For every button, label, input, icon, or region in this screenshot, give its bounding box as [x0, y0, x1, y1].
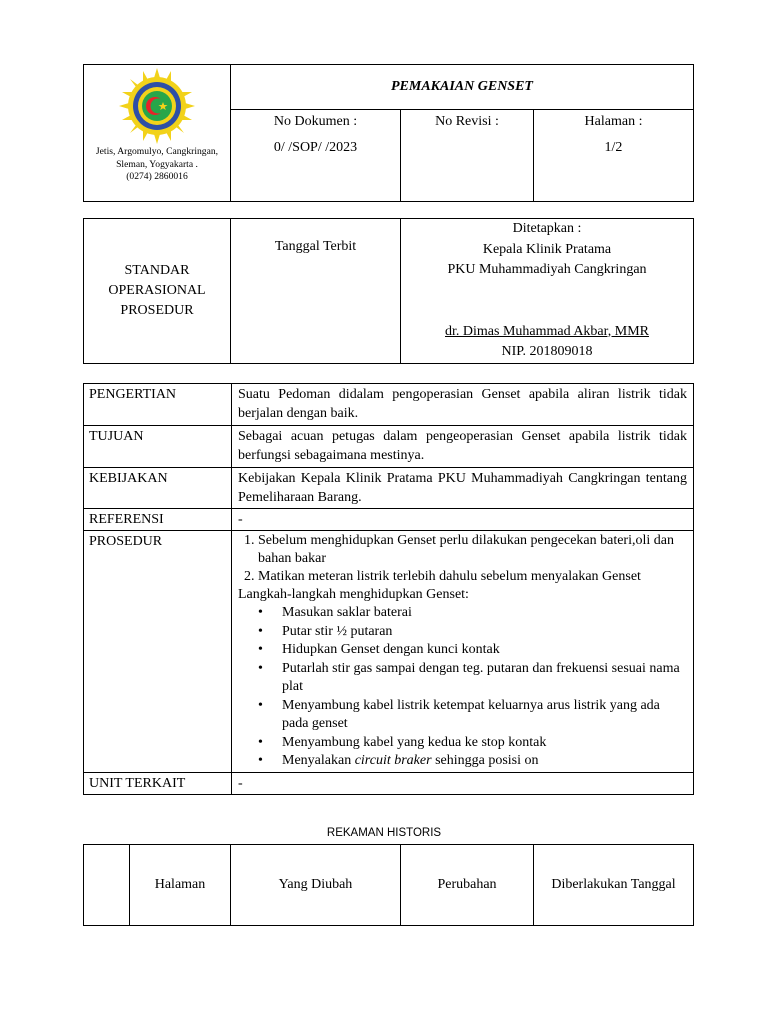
no-revisi-cell	[401, 110, 534, 202]
pengertian-text: Suatu Pedoman didalam pengoperasian Genset apabila aliran listrik tidak berjalan dengan baik.	[232, 384, 694, 426]
unit-terkait-label: UNIT TERKAIT	[84, 772, 232, 794]
sop-table	[83, 218, 694, 364]
langkah-list	[238, 604, 687, 771]
referensi-text: -	[232, 509, 694, 531]
sop-name-line-2: OPERASIONAL	[108, 282, 206, 298]
historis-col-tanggal: Diberlakukan Tanggal	[534, 845, 694, 926]
address-phone: (0274) 2860016	[126, 171, 188, 182]
bullet-icon: •	[258, 753, 263, 768]
bullet-icon: •	[258, 642, 263, 657]
langkah-item: • Menyambung kabel yang kedua ke stop kontak	[282, 734, 687, 753]
ditetapkan-cell	[401, 219, 694, 364]
document-title: PEMAKAIAN GENSET	[231, 65, 694, 110]
langkah-item: • Putarlah stir gas sampai dengan teg. putaran dan frekuensi sesuai nama plat	[258, 660, 680, 694]
sop-name-cell	[84, 219, 231, 364]
halaman-cell	[534, 110, 694, 202]
content-table	[83, 383, 694, 795]
pejabat-name: dr. Dimas Muhammad Akbar, MMR	[445, 323, 649, 339]
unit-terkait-text: -	[232, 772, 694, 794]
address-line-1: Jetis, Argomulyo, Cangkringan,	[95, 146, 219, 157]
sun-logo-icon	[119, 68, 195, 144]
langkah-item: • Menyalakan circuit braker sehingga posisi on	[282, 752, 687, 771]
halaman-value: 1/2	[604, 140, 623, 155]
bullet-icon: •	[258, 660, 263, 676]
prosedur-list	[238, 532, 687, 586]
kebijakan-text: Kebijakan Kepala Klinik Pratama PKU Muhammadiyah Cangkringan tentang Pemeliharaan Barang.	[232, 468, 694, 509]
tanggal-terbit-cell	[231, 219, 401, 364]
logo-cell	[84, 65, 231, 202]
sop-name-line-3: PROSEDUR	[120, 302, 194, 318]
prosedur-label: PROSEDUR	[84, 531, 232, 773]
tanggal-terbit-label: Tanggal Terbit	[274, 239, 357, 254]
historis-col-yang-diubah: Yang Diubah	[231, 845, 401, 926]
historis-table	[83, 844, 694, 926]
bullet-icon: •	[258, 623, 263, 639]
clinic-logo	[119, 68, 195, 144]
ditetapkan-label: Ditetapkan :	[512, 221, 582, 236]
historis-col-halaman: Halaman	[130, 845, 231, 926]
no-revisi-label: No Revisi :	[435, 114, 499, 129]
langkah-title: Langkah-langkah menghidupkan Genset:	[238, 587, 469, 602]
langkah-item: • Hidupkan Genset dengan kunci kontak	[282, 641, 687, 660]
clinic-address	[84, 146, 230, 184]
circuit-braker-term: circuit braker	[354, 753, 432, 768]
langkah-item: • Menyambung kabel listrik ketempat keluarnya arus listrik yang ada pada genset	[258, 697, 660, 731]
bullet-icon: •	[258, 734, 263, 750]
sop-name-line-1: STANDAR	[124, 262, 190, 278]
historis-title: REKAMAN HISTORIS	[326, 827, 442, 839]
prosedur-item-2: 2. Matikan meteran listrik terlebih dahulu sebelum menyalakan Genset	[258, 568, 687, 586]
historis-col-perubahan: Perubahan	[401, 845, 534, 926]
halaman-label: Halaman :	[584, 114, 643, 129]
kebijakan-label: KEBIJAKAN	[84, 468, 232, 509]
referensi-label: REFERENSI	[84, 509, 232, 531]
tujuan-label: TUJUAN	[84, 426, 232, 468]
jabatan-line-1: Kepala Klinik Pratama	[482, 241, 612, 257]
langkah-item: • Masukan saklar baterai	[282, 604, 687, 623]
prosedur-content	[232, 531, 694, 773]
no-dokumen-label: No Dokumen :	[273, 114, 358, 129]
langkah-item: • Putar stir ½ putaran	[282, 623, 687, 642]
no-dokumen-value: 0/ /SOP/ /2023	[273, 140, 358, 155]
bullet-icon: •	[258, 605, 263, 620]
header-table	[83, 64, 694, 202]
no-dokumen-cell	[231, 110, 401, 202]
prosedur-item-1: 1. Sebelum menghidupkan Genset perlu dilakukan pengecekan bateri,oli dan bahan bakar	[258, 532, 687, 568]
tujuan-text: Sebagai acuan petugas dalam pengeoperasian Genset apabila listrik tidak berfungsi sebagaimana mestinya.	[232, 426, 694, 468]
bullet-icon: •	[258, 697, 263, 713]
jabatan-line-2: PKU Muhammadiyah Cangkringan	[447, 262, 647, 277]
historis-col-blank	[84, 845, 130, 926]
pejabat-nip: NIP. 201809018	[501, 344, 593, 359]
address-line-2: Sleman, Yogyakarta .	[116, 158, 198, 170]
pengertian-label: PENGERTIAN	[84, 384, 232, 426]
